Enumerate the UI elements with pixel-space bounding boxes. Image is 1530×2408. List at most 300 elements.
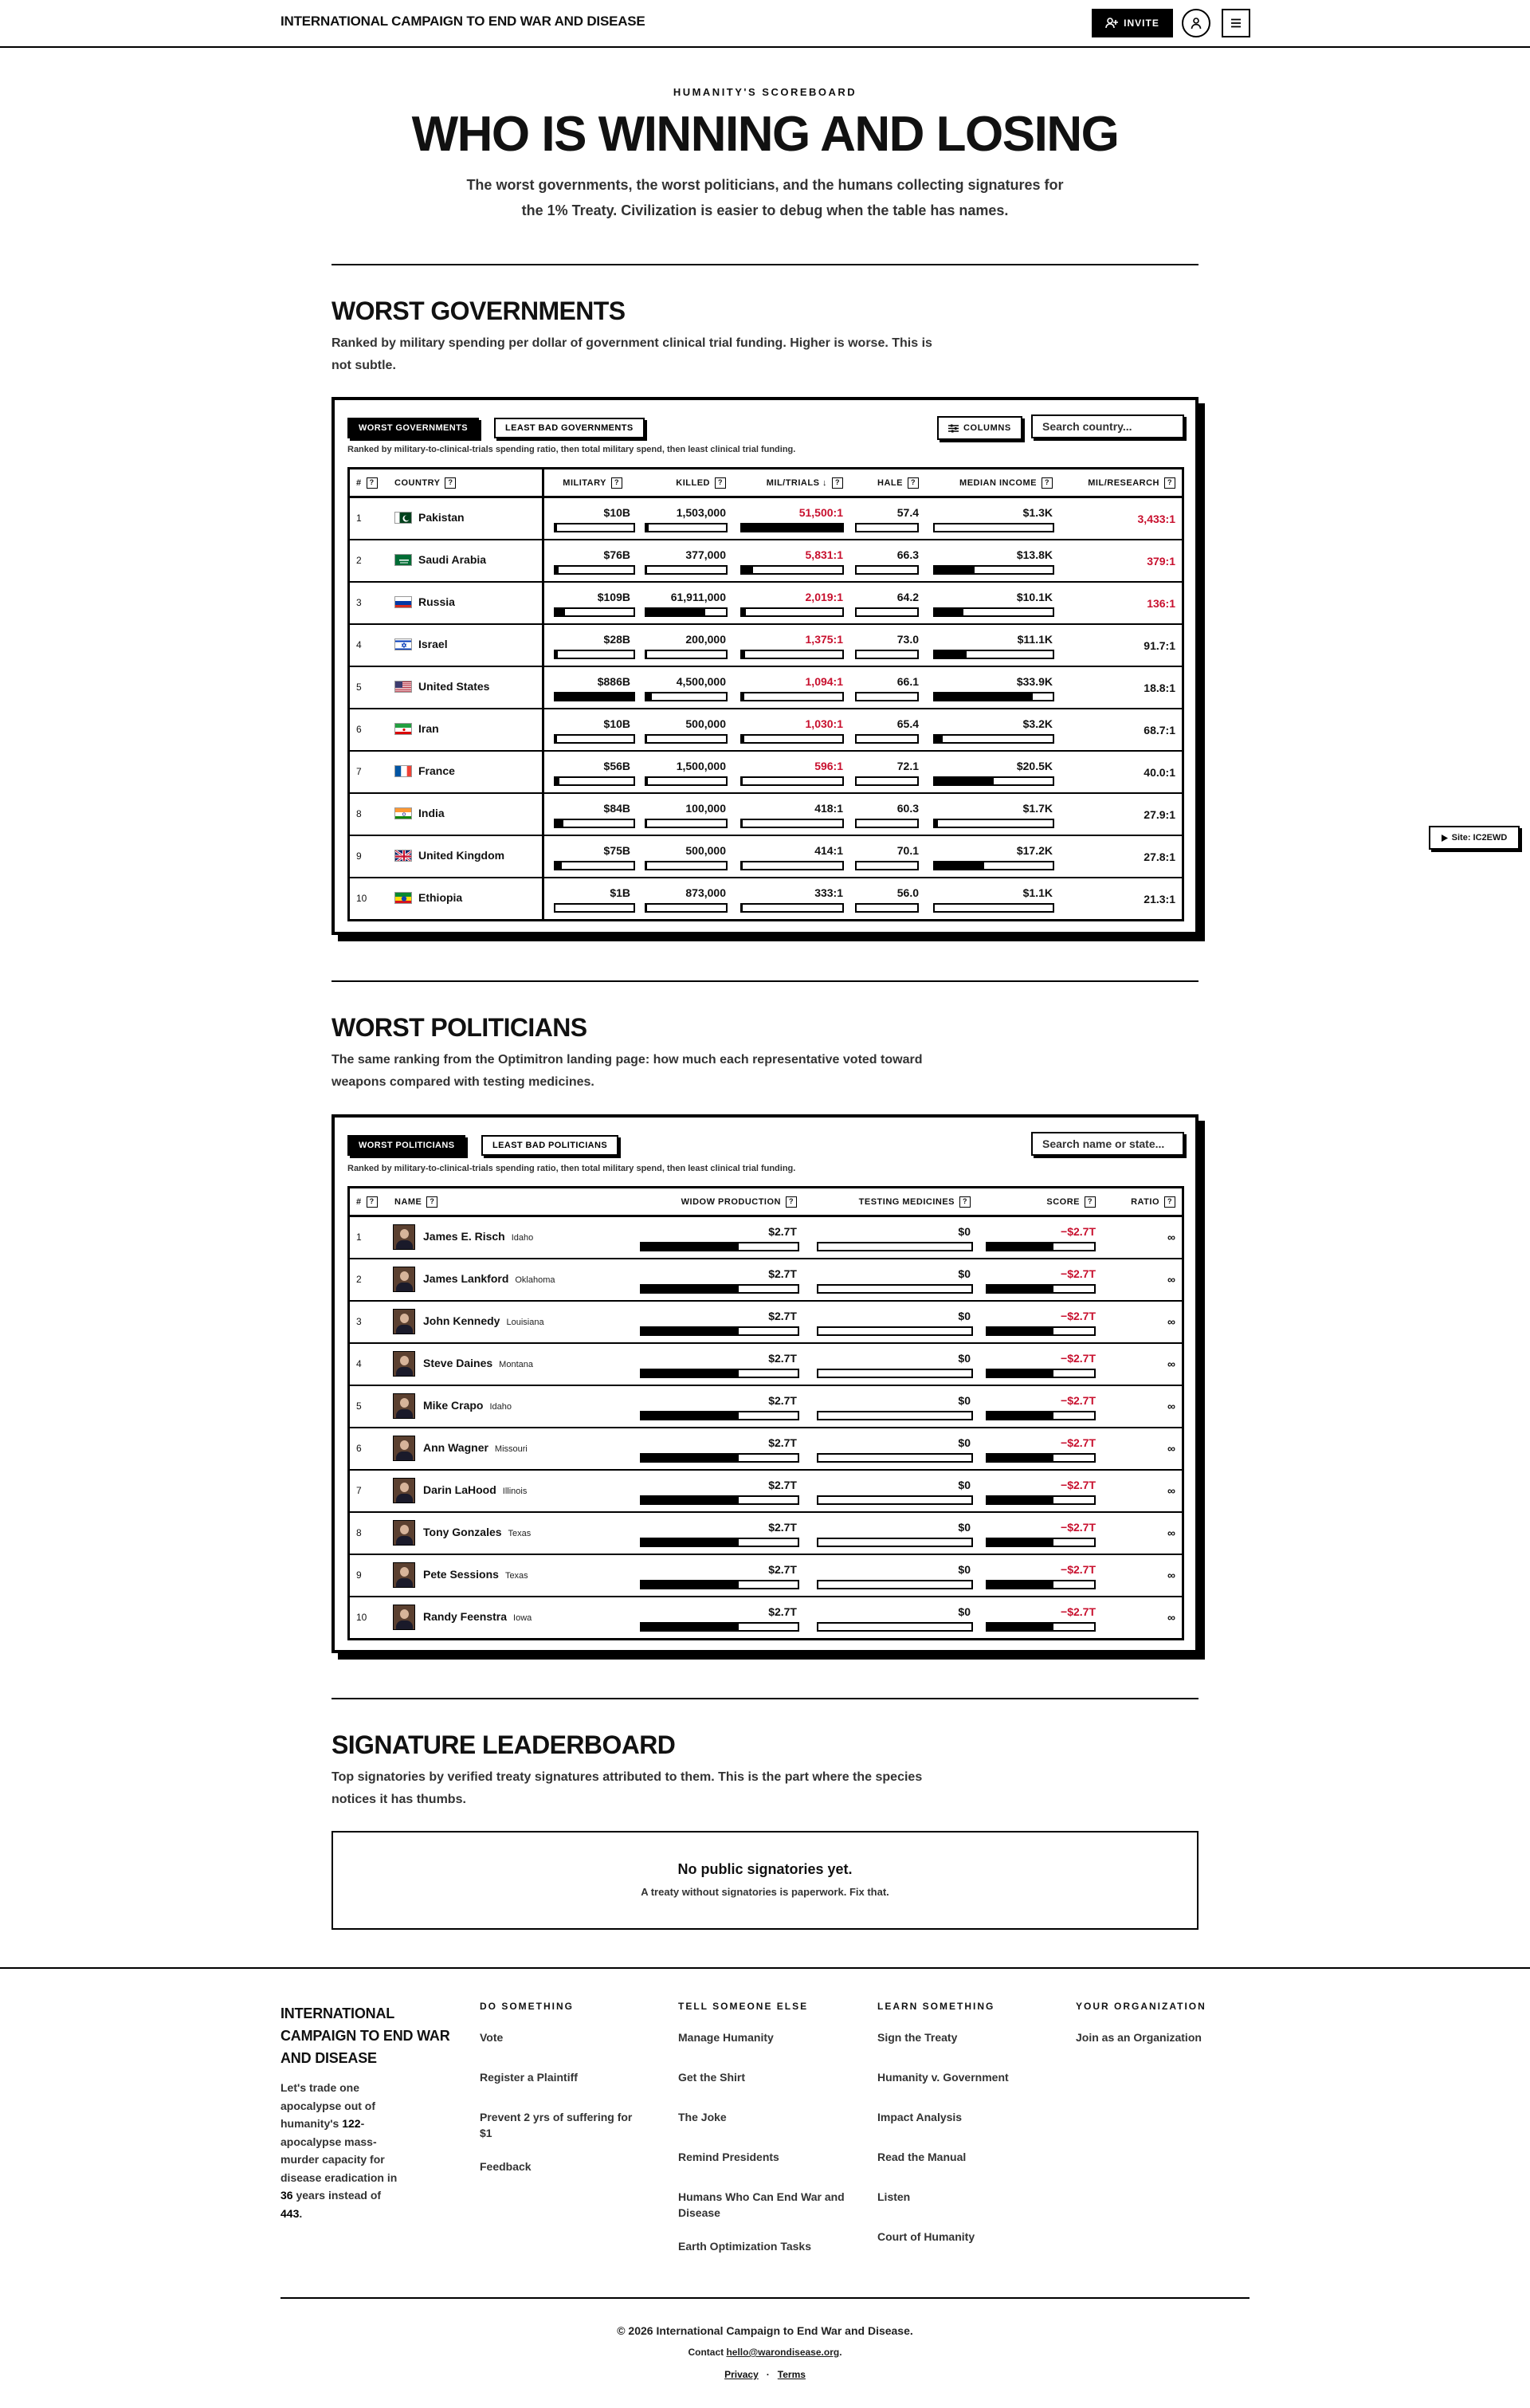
- hale-value: 57.4: [896, 506, 919, 519]
- military-bar: [554, 650, 635, 659]
- mil-research-value: 27.8:1: [1144, 850, 1175, 863]
- brand-link[interactable]: INTERNATIONAL CAMPAIGN TO END WAR AND DISEASE: [280, 14, 645, 29]
- score-value: −$2.7T: [1061, 1310, 1096, 1322]
- country-name: India: [418, 807, 445, 819]
- rank: 7: [356, 766, 362, 777]
- testing-medicines-bar: [817, 1369, 973, 1378]
- header-widow-production[interactable]: WIDOW PRODUCTION ?: [681, 1188, 797, 1215]
- politician-state: Texas: [504, 1571, 528, 1581]
- help-icon[interactable]: ?: [1042, 477, 1053, 489]
- tab-worst-politicians[interactable]: WORST POLITICIANS: [347, 1135, 465, 1156]
- mil-research-value: 40.0:1: [1144, 766, 1175, 779]
- mil-trials-value: 1,030:1: [805, 717, 843, 730]
- mil-trials-bar: [740, 776, 844, 786]
- score-value: −$2.7T: [1061, 1563, 1096, 1576]
- mil-trials-bar: [740, 903, 844, 913]
- testing-medicines-bar: [817, 1242, 973, 1251]
- columns-label: COLUMNS: [963, 423, 1011, 433]
- country-cell[interactable]: [394, 891, 462, 904]
- politician-name-cell[interactable]: [423, 1230, 533, 1243]
- hale-bar: [855, 819, 919, 828]
- mil-trials-value: 5,831:1: [805, 548, 843, 561]
- divider: [332, 1698, 1198, 1699]
- footer-column-title: DO SOMETHING: [480, 2001, 575, 2012]
- testing-medicines-bar: [817, 1580, 973, 1589]
- mil-research-value: 27.9:1: [1144, 808, 1175, 821]
- avatar: [393, 1309, 415, 1334]
- politician-name-cell[interactable]: [423, 1526, 531, 1538]
- testing-medicines-value: $0: [958, 1605, 971, 1618]
- table-row[interactable]: [350, 1513, 1182, 1555]
- avatar: [393, 1478, 415, 1503]
- politician-name-cell[interactable]: [423, 1441, 528, 1454]
- footer-link[interactable]: Read the Manual: [877, 2151, 967, 2163]
- table-row[interactable]: [350, 625, 1182, 667]
- politician-name-cell[interactable]: [423, 1483, 527, 1496]
- politician-name-cell[interactable]: [423, 1314, 544, 1327]
- tab-least-bad-governments[interactable]: LEAST BAD GOVERNMENTS: [494, 418, 645, 438]
- header-mil-research[interactable]: MIL/RESEARCH ?: [1088, 469, 1175, 496]
- footer-link[interactable]: Earth Optimization Tasks: [678, 2240, 811, 2253]
- median-income-bar: [933, 861, 1054, 870]
- contact-email-link[interactable]: hello@warondisease.org: [726, 2347, 840, 2358]
- tab-worst-governments[interactable]: WORST GOVERNMENTS: [347, 418, 479, 438]
- avatar: [393, 1393, 415, 1419]
- testing-medicines-value: $0: [958, 1436, 971, 1449]
- politician-state: Montana: [499, 1360, 533, 1369]
- footer-link[interactable]: Remind Presidents: [678, 2151, 779, 2163]
- rank: 5: [356, 682, 362, 693]
- help-icon[interactable]: ?: [908, 477, 919, 489]
- score-value: −$2.7T: [1061, 1605, 1096, 1618]
- table-row[interactable]: [350, 1259, 1182, 1302]
- median-income-bar: [933, 565, 1054, 575]
- politician-state: Idaho: [489, 1402, 512, 1412]
- header-name[interactable]: NAME ?: [394, 1188, 437, 1215]
- killed-bar: [645, 692, 728, 701]
- widow-production-value: $2.7T: [768, 1310, 797, 1322]
- header-rank[interactable]: # ?: [356, 1188, 378, 1215]
- footer-link[interactable]: Sign the Treaty: [877, 2031, 958, 2044]
- score-value: −$2.7T: [1061, 1436, 1096, 1449]
- table-row[interactable]: [350, 1386, 1182, 1428]
- median-income-value: $3.2K: [1022, 717, 1053, 730]
- hale-bar: [855, 861, 919, 870]
- footer-link[interactable]: Register a Plaintiff: [480, 2071, 578, 2084]
- header-median-income[interactable]: MEDIAN INCOME ?: [959, 469, 1053, 496]
- country-cell[interactable]: [394, 638, 448, 650]
- politician-name-cell[interactable]: [423, 1568, 528, 1581]
- widow-production-bar: [640, 1326, 799, 1336]
- table-row[interactable]: [350, 498, 1182, 540]
- politician-name-cell[interactable]: [423, 1610, 532, 1623]
- mil-trials-value: 2,019:1: [805, 591, 843, 603]
- hale-bar: [855, 607, 919, 617]
- mil-trials-bar: [740, 861, 844, 870]
- median-income-value: $11.1K: [1017, 633, 1053, 646]
- avatar: [393, 1605, 415, 1630]
- politician-name: Tony Gonzales: [423, 1526, 502, 1538]
- footer-link[interactable]: Prevent 2 yrs of suffering for $1: [480, 2111, 633, 2139]
- hale-bar: [855, 650, 919, 659]
- killed-value: 500,000: [685, 844, 726, 857]
- help-icon[interactable]: ?: [832, 477, 843, 489]
- footer-copyright: © 2026 International Campaign to End War and Disease.: [617, 2324, 913, 2337]
- rank: 9: [356, 1569, 362, 1581]
- table-row[interactable]: [350, 1344, 1182, 1386]
- country-name: Ethiopia: [418, 891, 463, 904]
- testing-medicines-value: $0: [958, 1225, 971, 1238]
- table-row[interactable]: [350, 1471, 1182, 1513]
- score-bar: [986, 1326, 1096, 1336]
- widow-production-bar: [640, 1369, 799, 1378]
- median-income-value: $13.8K: [1016, 548, 1053, 561]
- ratio-value: ∞: [1167, 1611, 1175, 1624]
- footer-contact: Contact hello@warondisease.org.: [688, 2347, 842, 2358]
- rank: 7: [356, 1485, 362, 1496]
- score-bar: [986, 1538, 1096, 1547]
- testing-medicines-value: $0: [958, 1563, 971, 1576]
- politician-name: Steve Daines: [423, 1357, 493, 1369]
- menu-button[interactable]: [1222, 9, 1250, 37]
- table-row[interactable]: [350, 752, 1182, 794]
- governments-lede: Ranked by military spending per dollar of government clinical trial funding. Higher is worse. This is not subtle.: [332, 336, 932, 372]
- header-hale[interactable]: HALE ?: [877, 469, 919, 496]
- median-income-value: $1.1K: [1022, 886, 1053, 899]
- footer-link[interactable]: Vote: [480, 2031, 504, 2044]
- widow-production-value: $2.7T: [768, 1479, 797, 1491]
- testing-medicines-bar: [817, 1453, 973, 1463]
- ratio-value: ∞: [1167, 1442, 1175, 1455]
- site-badge[interactable]: Site: IC2EWD: [1429, 826, 1520, 850]
- killed-value: 873,000: [685, 886, 726, 899]
- rank: 1: [356, 513, 362, 524]
- politicians-table: [347, 1186, 1184, 1640]
- table-row[interactable]: [350, 709, 1182, 752]
- politician-name: Ann Wagner: [423, 1441, 488, 1454]
- widow-production-bar: [640, 1622, 799, 1632]
- widow-production-value: $2.7T: [768, 1436, 797, 1449]
- footer-link[interactable]: Feedback: [480, 2160, 532, 2173]
- governments-table: [347, 467, 1184, 921]
- median-income-value: $1.3K: [1022, 506, 1053, 519]
- header-country[interactable]: COUNTRY ?: [394, 469, 456, 496]
- flag-icon: [394, 596, 412, 608]
- widow-production-value: $2.7T: [768, 1563, 797, 1576]
- table-row[interactable]: [350, 540, 1182, 583]
- score-value: −$2.7T: [1061, 1352, 1096, 1365]
- politicians-section-header: [332, 1013, 1198, 1094]
- flag-icon: [394, 554, 412, 566]
- signatures-lede: Top signatories by verified treaty signatures attributed to them. This is the part where the species notices it has thumbs.: [332, 1770, 923, 1806]
- score-bar: [986, 1411, 1096, 1420]
- footer-link[interactable]: Court of Humanity: [877, 2230, 975, 2243]
- hale-bar: [855, 692, 919, 701]
- help-icon[interactable]: ?: [367, 477, 378, 489]
- footer-link[interactable]: Listen: [877, 2190, 911, 2203]
- footer-link[interactable]: Get the Shirt: [678, 2071, 746, 2084]
- testing-medicines-value: $0: [958, 1521, 971, 1534]
- politicians-note: Ranked by military-to-clinical-trials spending ratio, then total military spend, then least clinical trial funding.: [347, 1164, 796, 1173]
- killed-bar: [645, 776, 728, 786]
- mil-research-value: 136:1: [1147, 597, 1175, 610]
- median-income-value: $33.9K: [1016, 675, 1053, 688]
- divider: [332, 980, 1198, 982]
- table-row[interactable]: [350, 1555, 1182, 1597]
- rank: 10: [356, 893, 367, 904]
- military-value: $10B: [603, 717, 630, 730]
- columns-button[interactable]: [937, 416, 1022, 440]
- widow-production-value: $2.7T: [768, 1605, 797, 1618]
- help-icon[interactable]: ?: [786, 1196, 797, 1208]
- privacy-link[interactable]: Privacy: [724, 2369, 759, 2380]
- header-mil-trials[interactable]: MIL/TRIALS ↓ ?: [767, 469, 843, 496]
- flag-icon: [394, 512, 412, 524]
- score-value: −$2.7T: [1061, 1267, 1096, 1280]
- rank: 3: [356, 1316, 362, 1327]
- mil-trials-value: 1,094:1: [805, 675, 843, 688]
- killed-bar: [645, 650, 728, 659]
- rank: 1: [356, 1231, 362, 1243]
- country-search-input[interactable]: [1031, 414, 1184, 438]
- country-name: United States: [418, 680, 490, 693]
- score-bar: [986, 1580, 1096, 1589]
- military-value: $886B: [597, 675, 630, 688]
- rank: 3: [356, 597, 362, 608]
- killed-bar: [645, 565, 728, 575]
- mil-trials-bar: [740, 565, 844, 575]
- politician-state: Idaho: [511, 1233, 534, 1243]
- mil-research-value: 3,433:1: [1137, 513, 1175, 525]
- military-value: $75B: [603, 844, 630, 857]
- footer-column: [1076, 2001, 1251, 2069]
- flag-icon: [394, 681, 412, 693]
- military-bar: [554, 819, 635, 828]
- median-income-bar: [933, 819, 1054, 828]
- governments-panel: [332, 397, 1198, 935]
- testing-medicines-value: $0: [958, 1352, 971, 1365]
- help-icon[interactable]: ?: [1085, 1196, 1096, 1208]
- avatar: [393, 1520, 415, 1546]
- avatar: [393, 1224, 415, 1250]
- politicians-title: WORST POLITICIANS: [332, 1013, 587, 1042]
- ratio-value: ∞: [1167, 1569, 1175, 1581]
- table-row[interactable]: [350, 794, 1182, 836]
- score-bar: [986, 1622, 1096, 1632]
- footer-link[interactable]: Join as an Organization: [1076, 2031, 1202, 2044]
- mil-trials-value: 596:1: [814, 760, 843, 772]
- page-title: WHO IS WINNING AND LOSING: [411, 107, 1119, 162]
- country-cell[interactable]: [394, 764, 455, 777]
- widow-production-value: $2.7T: [768, 1394, 797, 1407]
- country-cell[interactable]: [394, 511, 465, 524]
- ratio-value: ∞: [1167, 1400, 1175, 1412]
- help-icon[interactable]: ?: [445, 477, 456, 489]
- killed-value: 200,000: [685, 633, 726, 646]
- median-income-bar: [933, 776, 1054, 786]
- testing-medicines-value: $0: [958, 1479, 971, 1491]
- politician-name-cell[interactable]: [423, 1357, 533, 1369]
- table-row[interactable]: [350, 667, 1182, 709]
- table-row[interactable]: [350, 1597, 1182, 1640]
- rank: 8: [356, 808, 362, 819]
- mil-trials-value: 333:1: [814, 886, 843, 899]
- avatar: [393, 1267, 415, 1292]
- killed-bar: [645, 523, 728, 532]
- footer-link[interactable]: Manage Humanity: [678, 2031, 774, 2044]
- politician-name-cell[interactable]: [423, 1272, 555, 1285]
- politician-state: Missouri: [494, 1444, 528, 1454]
- country-cell[interactable]: [394, 849, 504, 862]
- military-bar: [554, 734, 635, 744]
- help-icon[interactable]: ?: [715, 477, 726, 489]
- politician-state: Oklahoma: [515, 1275, 555, 1285]
- country-name: Russia: [418, 595, 455, 608]
- invite-button[interactable]: [1092, 9, 1173, 37]
- header-testing-medicines[interactable]: TESTING MEDICINES ?: [859, 1188, 971, 1215]
- rank: 9: [356, 850, 362, 862]
- politician-state: Iowa: [513, 1613, 532, 1623]
- table-row[interactable]: [350, 1217, 1182, 1259]
- header-military[interactable]: MILITARY ?: [563, 469, 622, 496]
- mil-trials-value: 1,375:1: [805, 633, 843, 646]
- politician-name-cell[interactable]: [423, 1399, 512, 1412]
- help-icon[interactable]: ?: [367, 1196, 378, 1208]
- country-name: United Kingdom: [418, 849, 505, 862]
- politician-state: Louisiana: [506, 1318, 544, 1327]
- top-bar: [0, 0, 1530, 48]
- mil-trials-bar: [740, 607, 844, 617]
- account-button[interactable]: [1182, 9, 1210, 37]
- invite-label: INVITE: [1124, 18, 1159, 29]
- politician-name: James E. Risch: [423, 1230, 505, 1243]
- testing-medicines-bar: [817, 1495, 973, 1505]
- median-income-value: $17.2K: [1016, 844, 1053, 857]
- footer-link[interactable]: Humans Who Can End War and Disease: [678, 2190, 845, 2219]
- help-icon[interactable]: ?: [959, 1196, 971, 1208]
- footer-column: [678, 2001, 853, 2278]
- mil-trials-bar: [740, 734, 844, 744]
- rank: 5: [356, 1400, 362, 1412]
- country-cell[interactable]: [394, 807, 445, 819]
- footer-link[interactable]: Humanity v. Government: [877, 2071, 1009, 2084]
- footer-link[interactable]: Impact Analysis: [877, 2111, 963, 2123]
- divider: [332, 264, 1198, 265]
- score-value: −$2.7T: [1061, 1521, 1096, 1534]
- median-income-value: $10.1K: [1016, 591, 1053, 603]
- country-cell[interactable]: [394, 680, 489, 693]
- score-value: −$2.7T: [1061, 1394, 1096, 1407]
- mil-research-value: 68.7:1: [1144, 724, 1175, 737]
- hero-subtitle: The worst governments, the worst politicians, and the humans collecting signatures for the 1% Treaty. Civilization is easier to debug when the table has names.: [466, 177, 1064, 219]
- killed-bar: [645, 819, 728, 828]
- header-rank[interactable]: # ?: [356, 469, 378, 496]
- widow-production-value: $2.7T: [768, 1521, 797, 1534]
- help-icon[interactable]: ?: [611, 477, 622, 489]
- ratio-value: ∞: [1167, 1357, 1175, 1370]
- hale-value: 66.3: [896, 548, 919, 561]
- footer-brand[interactable]: INTERNATIONAL CAMPAIGN TO END WAR AND DISEASE: [280, 2005, 450, 2066]
- table-row[interactable]: [350, 878, 1182, 921]
- hale-value: 65.4: [896, 717, 919, 730]
- killed-value: 100,000: [685, 802, 726, 815]
- rank: 4: [356, 1358, 362, 1369]
- military-value: $76B: [603, 548, 630, 561]
- country-cell[interactable]: [394, 722, 439, 735]
- terms-link[interactable]: Terms: [777, 2369, 806, 2380]
- country-name: Iran: [418, 722, 439, 735]
- killed-bar: [645, 734, 728, 744]
- table-row[interactable]: [350, 836, 1182, 878]
- politician-name: Randy Feenstra: [423, 1610, 508, 1623]
- tab-least-bad-politicians[interactable]: LEAST BAD POLITICIANS: [481, 1135, 618, 1156]
- governments-title: WORST GOVERNMENTS: [332, 297, 626, 325]
- country-cell[interactable]: [394, 595, 455, 608]
- score-bar: [986, 1242, 1096, 1251]
- flag-icon: [394, 892, 412, 904]
- politicians-panel: [332, 1114, 1198, 1653]
- header-killed[interactable]: KILLED ?: [676, 469, 726, 496]
- footer-link[interactable]: The Joke: [678, 2111, 727, 2123]
- military-bar: [554, 565, 635, 575]
- median-income-value: $20.5K: [1016, 760, 1053, 772]
- testing-medicines-bar: [817, 1326, 973, 1336]
- killed-bar: [645, 861, 728, 870]
- politician-name: Pete Sessions: [423, 1568, 499, 1581]
- politician-name: James Lankford: [423, 1272, 509, 1285]
- rank: 10: [356, 1612, 367, 1623]
- politician-state: Texas: [508, 1529, 532, 1538]
- military-bar: [554, 861, 635, 870]
- country-name: Pakistan: [418, 511, 465, 524]
- widow-production-value: $2.7T: [768, 1267, 797, 1280]
- country-name: Israel: [418, 638, 448, 650]
- killed-value: 61,911,000: [670, 591, 726, 603]
- signatures-title: SIGNATURE LEADERBOARD: [332, 1730, 676, 1759]
- median-income-bar: [933, 692, 1054, 701]
- mil-research-value: 379:1: [1147, 555, 1175, 568]
- table-row[interactable]: [350, 583, 1182, 625]
- help-icon[interactable]: ?: [1164, 1196, 1175, 1208]
- mil-trials-bar: [740, 523, 844, 532]
- help-icon[interactable]: ?: [1164, 477, 1175, 489]
- country-cell[interactable]: [394, 553, 486, 566]
- military-value: $28B: [603, 633, 630, 646]
- hale-bar: [855, 734, 919, 744]
- widow-production-bar: [640, 1580, 799, 1589]
- footer-column-title: TELL SOMEONE ELSE: [678, 2001, 809, 2012]
- header-score[interactable]: SCORE ?: [1046, 1188, 1096, 1215]
- military-bar: [554, 903, 635, 913]
- military-bar: [554, 776, 635, 786]
- score-bar: [986, 1495, 1096, 1505]
- header-ratio[interactable]: RATIO ?: [1131, 1188, 1175, 1215]
- empty-subtitle: A treaty without signatories is paperwork. Fix that.: [641, 1886, 889, 1898]
- military-bar: [554, 692, 635, 701]
- flag-icon: [394, 850, 412, 862]
- table-row[interactable]: [350, 1428, 1182, 1471]
- signatures-empty-state: [332, 1831, 1198, 1930]
- killed-value: 4,500,000: [676, 675, 726, 688]
- table-row[interactable]: [350, 1302, 1182, 1344]
- help-icon[interactable]: ?: [426, 1196, 437, 1208]
- signatures-section-header: [332, 1730, 1198, 1811]
- rank: 6: [356, 724, 362, 735]
- governments-note: Ranked by military-to-clinical-trials spending ratio, then total military spend, then least clinical trial funding.: [347, 445, 796, 454]
- widow-production-bar: [640, 1411, 799, 1420]
- politician-search-input[interactable]: [1031, 1132, 1184, 1156]
- killed-bar: [645, 903, 728, 913]
